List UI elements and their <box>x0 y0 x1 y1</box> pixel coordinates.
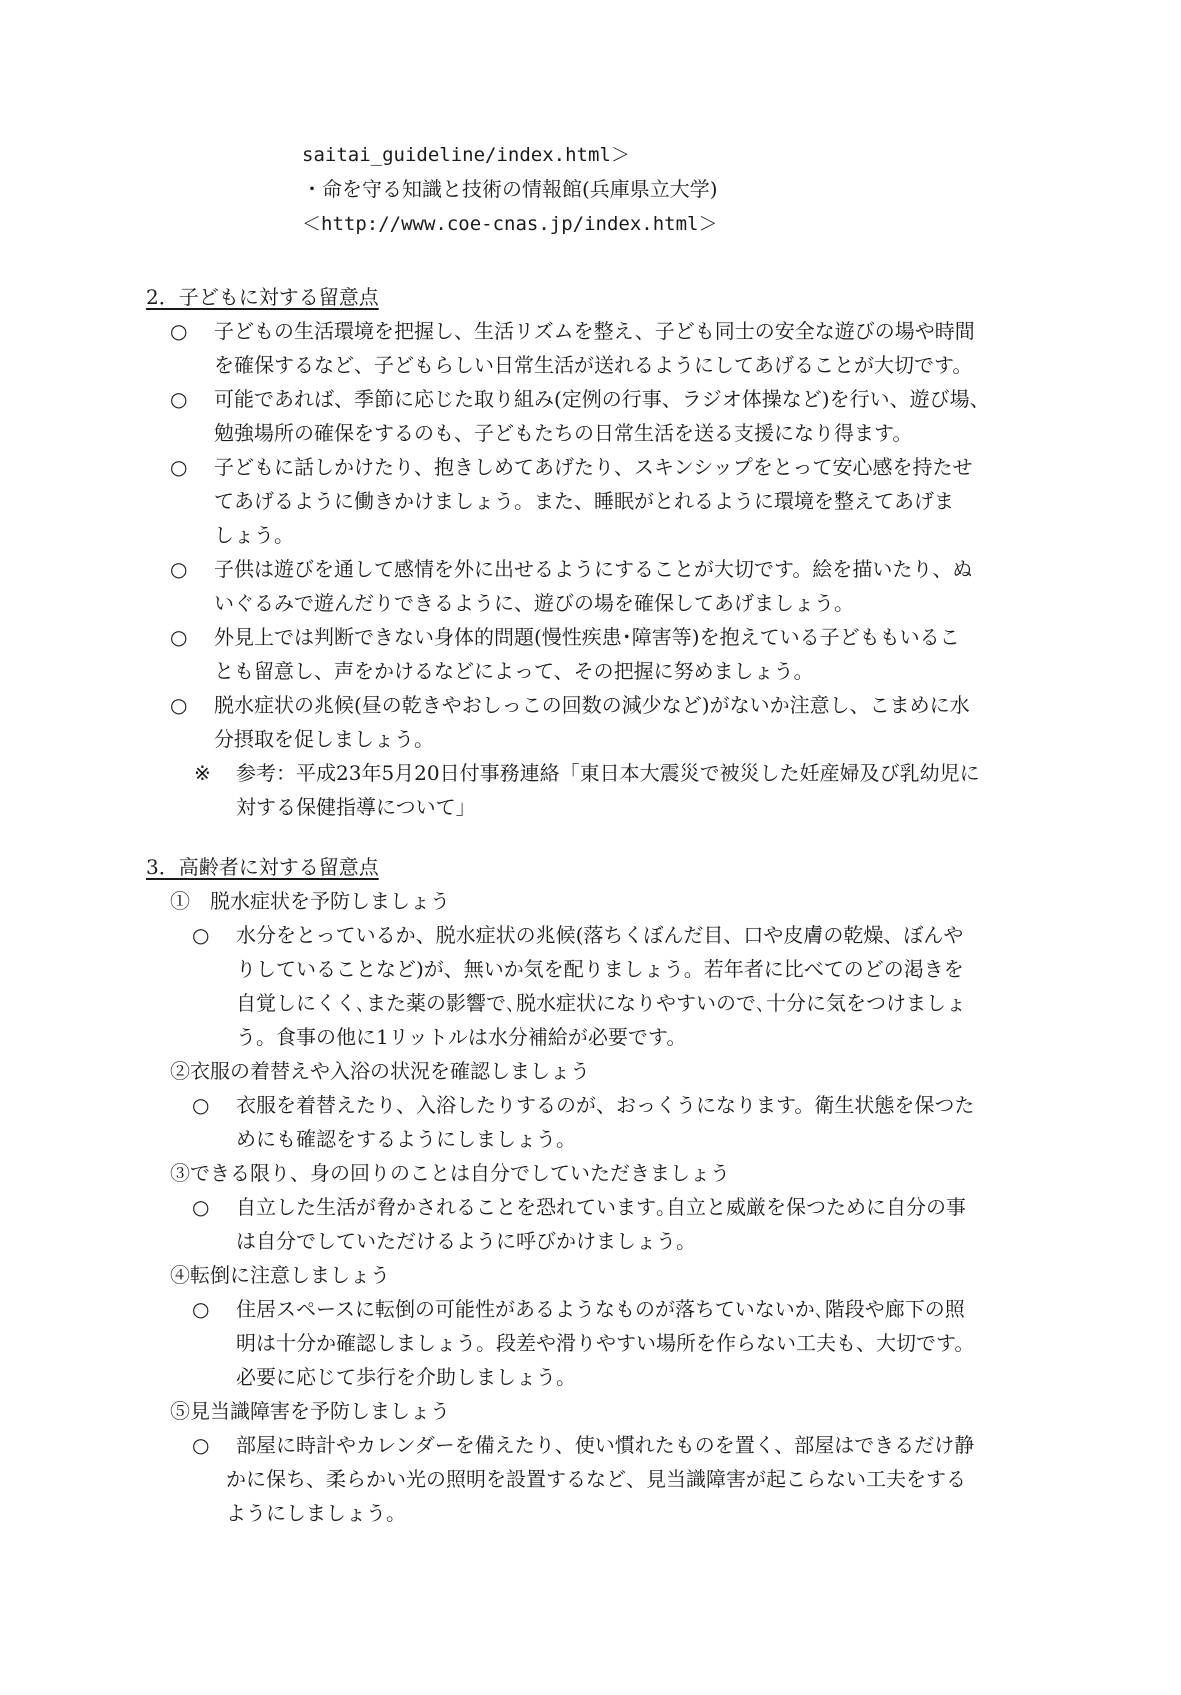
section-3-sub-4-line-3: 必要に応じて歩行を介助しましょう。 <box>236 1365 576 1389</box>
section-2-item-3-line-1: 子どもに話しかけたり、抱きしめてあげたり、スキンシップをとって安心感を持たせ <box>214 455 973 479</box>
section-3-sub-1-heading: ① 脱水症状を予防しましょう <box>170 889 450 913</box>
section-2-item-1-line-2: を確保するなど、子どもらしい日常生活が送れるようにしてあげることが大切です。 <box>214 353 973 377</box>
section-2-item-6-line-2: 分摂取を促しましょう。 <box>214 727 434 751</box>
section-2-item-6-line-1: 脱水症状の兆候(昼の乾きやおしっこの回数の減少など)がないか注意し、こまめに水 <box>214 693 970 717</box>
note-marker: ※ <box>194 761 211 785</box>
bullet-marker: ○ <box>170 387 188 411</box>
section-3-sub-2-line-2: めにも確認をするようにしましょう。 <box>236 1127 576 1151</box>
section-3-sub-2-line-1: 衣服を着替えたり、入浴したりするのが、おっくうになります。衛生状態を保つた <box>236 1093 975 1117</box>
section-2-item-2-line-2: 勉強場所の確保をするのも、子どもたちの日常生活を送る支援になり得ます。 <box>214 421 913 445</box>
section-3-sub-5-line-3: ようにしましょう。 <box>226 1501 406 1525</box>
section-3-sub-3-line-1: 自立した生活が脅かされることを恐れています｡自立と威厳を保つために自分の事 <box>236 1195 966 1219</box>
section-2-item-3-line-3: しょう。 <box>214 523 294 547</box>
section-3-sub-4-heading: ④転倒に注意しましょう <box>170 1263 390 1287</box>
bullet-marker: ○ <box>170 625 188 649</box>
section-3-sub-3-heading: ③できる限り、身の回りのことは自分でしていただきましょう <box>170 1161 730 1185</box>
section-3-sub-1-line-1: 水分をとっているか、脱水症状の兆候(落ちくぼんだ目、口や皮膚の乾燥、ぼんや <box>236 923 964 947</box>
section-2-item-3-line-2: てあげるように働きかけましょう。また、睡眠がとれるように環境を整えてあげま <box>214 489 954 513</box>
section-2-heading: 2．子どもに対する留意点 <box>146 285 379 309</box>
bullet-marker: ○ <box>170 557 188 581</box>
section-2-note-line-1: 参考：平成23年5月20日付事務連絡「東日本大震災で被災した妊産婦及び乳幼児に <box>236 761 980 785</box>
section-3-sub-1-line-3: 自覚しにくく､また薬の影響で､脱水症状になりやすいので､十分に気をつけましょ <box>236 991 966 1015</box>
section-3-sub-2-heading: ②衣服の着替えや入浴の状況を確認しましょう <box>170 1059 590 1083</box>
bullet-marker: ○ <box>192 923 210 947</box>
bullet-marker: ○ <box>192 1297 210 1321</box>
section-3-sub-5-line-2: かに保ち、柔らかい光の照明を設置するなど、見当識障害が起こらない工夫をする <box>226 1467 966 1491</box>
bullet-marker: ○ <box>192 1195 210 1219</box>
section-2-item-4-line-2: いぐるみで遊んだりできるように、遊びの場を確保してあげましょう。 <box>214 591 854 615</box>
bullet-marker: ○ <box>170 693 188 717</box>
reference-title: ・命を守る知識と技術の情報館(兵庫県立大学) <box>302 177 718 201</box>
reference-url-tail: saitai_guideline/index.html＞ <box>302 144 630 166</box>
bullet-marker: ○ <box>192 1433 210 1457</box>
section-3-sub-5-line-1: 部屋に時計やカレンダーを備えたり、使い慣れたものを置く、部屋はできるだけ静 <box>236 1433 975 1457</box>
section-3-sub-5-heading: ⑤見当識障害を予防しましょう <box>170 1399 450 1423</box>
bullet-marker: ○ <box>192 1093 210 1117</box>
bullet-marker: ○ <box>170 319 188 343</box>
section-3-sub-1-line-2: りしていることなど)が、無いか気を配りましょう。若年者に比べてのどの渇きを <box>236 957 964 981</box>
section-2-item-4-line-1: 子供は遊びを通して感情を外に出せるようにすることが大切です。絵を描いたり、ぬ <box>214 557 973 581</box>
section-2-item-5-line-2: とも留意し、声をかけるなどによって、その把握に努めましょう。 <box>214 659 814 683</box>
bullet-marker: ○ <box>170 455 188 479</box>
section-2-item-1-line-1: 子どもの生活環境を把握し、生活リズムを整え、子ども同士の安全な遊びの場や時間 <box>214 319 975 343</box>
section-2-item-2-line-1: 可能であれば、季節に応じた取り組み(定例の行事、ラジオ体操など)を行い、遊び場、 <box>214 387 990 411</box>
section-2-item-5-line-1: 外見上では判断できない身体的問題(慢性疾患･障害等)を抱えている子どももいるこ <box>214 625 960 649</box>
section-3-heading: 3．高齢者に対する留意点 <box>146 855 379 879</box>
section-3-sub-3-line-2: は自分でしていただけるように呼びかけましょう。 <box>236 1229 696 1253</box>
section-2-note-line-2: 対する保健指導について」 <box>236 795 476 819</box>
section-3-sub-4-line-2: 明は十分か確認しましょう。段差や滑りやすい場所を作らない工夫も、大切です。 <box>236 1331 975 1355</box>
section-3-sub-4-line-1: 住居スペースに転倒の可能性があるようなものが落ちていないか､階段や廊下の照 <box>236 1297 965 1321</box>
reference-url: ＜http://www.coe-cnas.jp/index.html＞ <box>302 213 718 235</box>
section-3-sub-1-line-4: う。食事の他に1リットルは水分補給が必要です。 <box>236 1025 687 1049</box>
